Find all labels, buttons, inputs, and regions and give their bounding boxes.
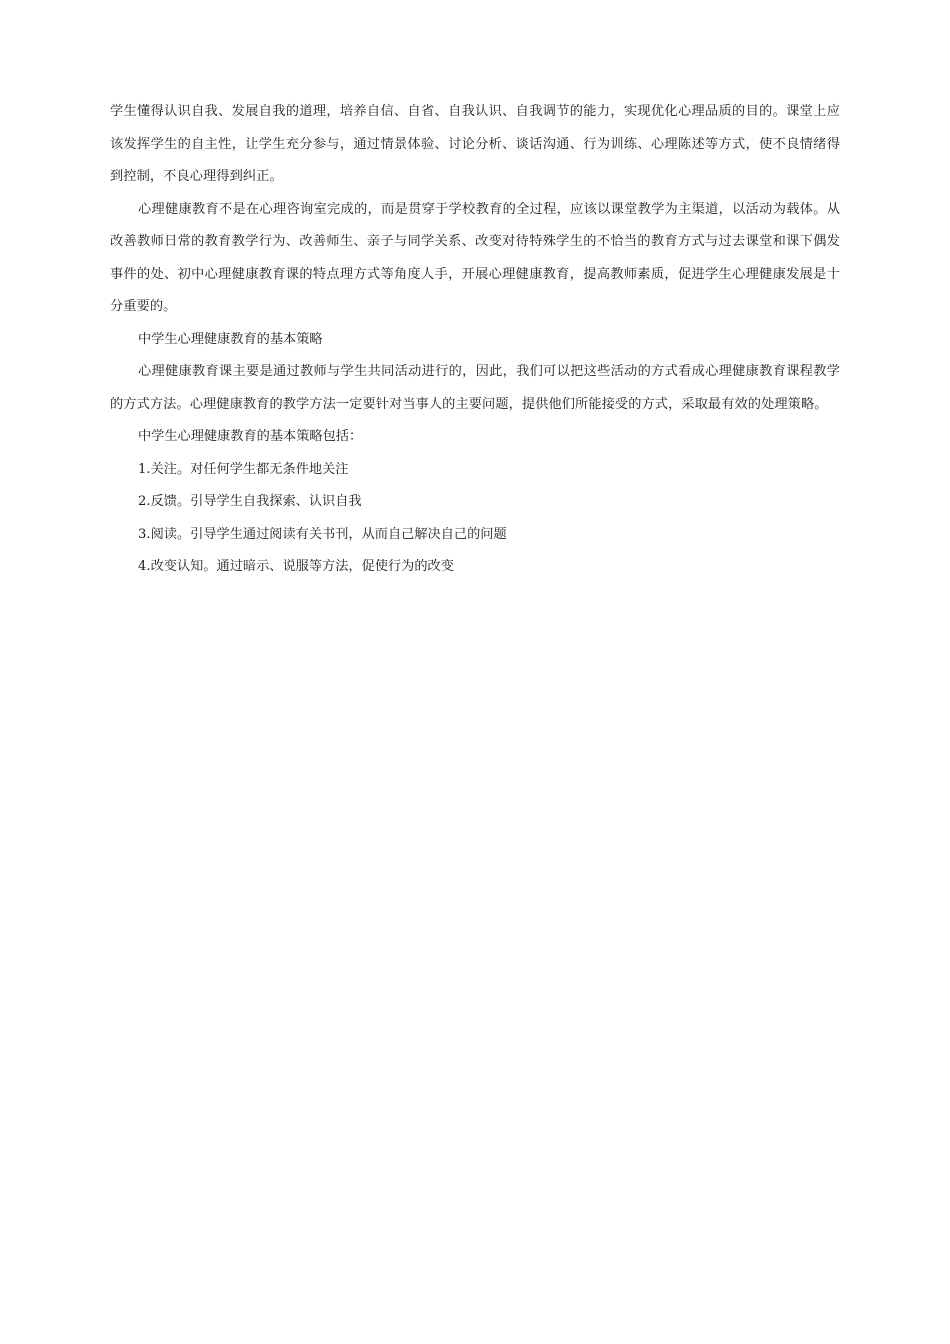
paragraph-intro-continued: 学生懂得认识自我、发展自我的道理，培养自信、自省、自我认识、自我调节的能力，实现优化心理品质的目的。课堂上应该发挥学生的自主性，让学生充分参与，通过情景体验、讨论分析、谈话沟通、行为训练、心理陈述等方式，使不良情绪得到控制，不良心理得到纠正。	[110, 104, 840, 184]
strategy-item-4: 4.改变认知。通过暗示、说服等方法，促使行为的改变	[138, 559, 454, 574]
document-page	[110, 96, 840, 584]
strategy-item-1: 1.关注。对任何学生都无条件地关注	[138, 461, 349, 477]
section-heading-basic-strategies: 中学生心理健康教育的基本策略	[138, 331, 323, 347]
strategy-item-3: 3.阅读。引导学生通过阅读有关书刊，从而自己解决自己的问题	[138, 526, 507, 542]
paragraph-mental-health-education: 心理健康教育不是在心理咨询室完成的，而是贯穿于学校教育的全过程，应该以课堂教学为主渠道，以活动为载体。从改善教师日常的教育教学行为、改善师生、亲子与同学关系、改变对待特殊学生的不恰当的教育方式与过去课堂和课下偶发事件的处、初中心理健康教育课的特点理方式等角度人手，开展心理健康教育，提高教师素质，促进学生心理健康发展是十分重要的。	[110, 201, 840, 314]
strategy-item-2: 2.反馈。引导学生自我探索、认识自我	[138, 494, 362, 509]
strategies-intro-line: 中学生心理健康教育的基本策略包括：	[138, 429, 363, 444]
paragraph-teaching-methods: 心理健康教育课主要是通过教师与学生共同活动进行的，因此，我们可以把这些活动的方式看成心理健康教育课程教学的方式方法。心理健康教育的教学方法一定要针对当事人的主要问题，提供他们所能接受的方式，采取最有效的处理策略。	[110, 364, 840, 412]
